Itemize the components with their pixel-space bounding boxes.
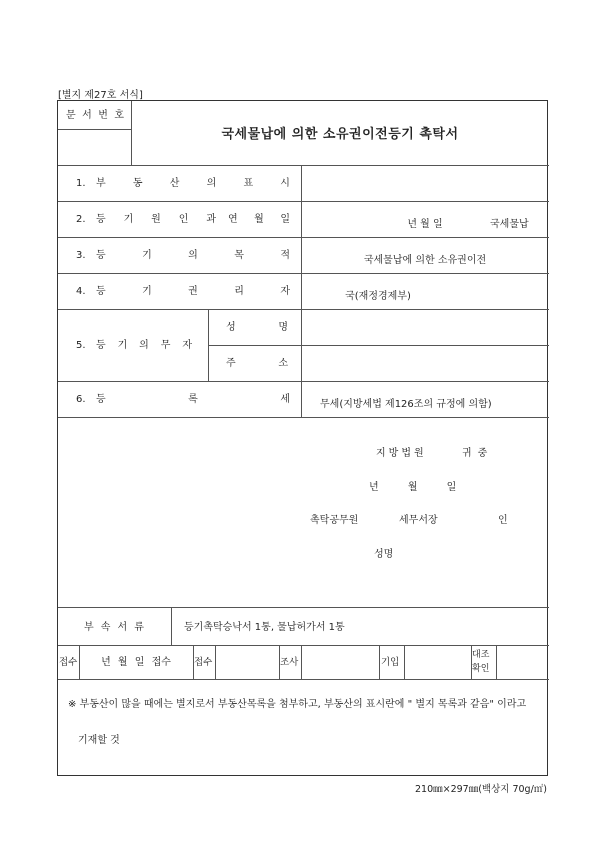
row-line bbox=[58, 165, 549, 166]
court-suffix: 귀중 bbox=[462, 448, 494, 459]
obligor-sub-divider bbox=[208, 309, 209, 381]
date-label: 연 월 일 bbox=[228, 214, 290, 225]
row-line bbox=[208, 345, 549, 346]
row-line bbox=[58, 201, 549, 202]
court-name: 지방법원 bbox=[376, 448, 427, 459]
row-line bbox=[58, 679, 549, 680]
request-date[interactable]: 년 월 일 bbox=[369, 482, 457, 493]
row-line bbox=[58, 381, 549, 382]
receipt-number-label: 접수 bbox=[194, 657, 213, 668]
confirm-label: 확인 bbox=[472, 664, 490, 674]
seal-mark: 인 bbox=[498, 515, 508, 526]
right-holder-value[interactable]: 국(재정경제부) bbox=[345, 291, 411, 302]
receipt-divider bbox=[379, 645, 380, 679]
obligor-address-label: 주 소 bbox=[226, 358, 288, 369]
cause-value[interactable]: 국세물납 bbox=[490, 219, 529, 230]
attachments-value[interactable]: 등기촉탁승낙서 1통, 물납허가서 1통 bbox=[184, 622, 345, 633]
receipt-divider bbox=[215, 645, 216, 679]
attachments-label: 부 속 서 류 bbox=[84, 622, 144, 633]
attach-divider bbox=[171, 607, 172, 645]
registration-tax-label: 등 록 세 bbox=[96, 394, 290, 405]
receipt-date-label: 년 월 일 접수 bbox=[101, 657, 171, 668]
obligor-name-label: 성 명 bbox=[226, 322, 288, 333]
form-number: [별지 제27호 서식] bbox=[58, 90, 143, 101]
receipt-divider bbox=[79, 645, 80, 679]
registration-tax-value[interactable]: 무세(지방세법 제126조의 규정에 의함) bbox=[320, 399, 492, 410]
row-line bbox=[58, 607, 549, 608]
row-number: 4. bbox=[76, 286, 86, 297]
instruction-note-continued: 기재할 것 bbox=[78, 735, 120, 746]
compare-label: 대조 bbox=[472, 650, 490, 660]
row-number: 5. bbox=[76, 340, 86, 351]
right-holder-label: 등 기 권 리 자 bbox=[96, 286, 290, 297]
purpose-value[interactable]: 국세물납에 의한 소유권이전 bbox=[363, 255, 487, 266]
obligor-name-field[interactable] bbox=[303, 317, 547, 339]
office-label: 세무서장 bbox=[399, 515, 438, 526]
obligor-address-field[interactable] bbox=[303, 353, 547, 375]
row-line bbox=[58, 645, 549, 646]
doc-number-label: 문 서 번 호 bbox=[66, 110, 124, 121]
receipt-divider bbox=[496, 645, 497, 679]
name-label: 성명 bbox=[374, 549, 394, 560]
row-number: 1. bbox=[76, 178, 86, 189]
receipt-label: 접수 bbox=[59, 657, 78, 668]
row-line bbox=[58, 417, 549, 418]
property-label: 부 동 산 의 표 시 bbox=[96, 178, 290, 189]
label-value-divider bbox=[301, 165, 302, 417]
review-label: 조사 bbox=[280, 657, 299, 668]
row-line bbox=[58, 273, 549, 274]
doc-number-divider bbox=[58, 129, 131, 130]
purpose-label: 등 기 의 목 적 bbox=[96, 250, 290, 261]
row-line bbox=[58, 237, 549, 238]
row-number: 6. bbox=[76, 394, 86, 405]
request-form bbox=[57, 100, 548, 776]
row-number: 2. bbox=[76, 214, 86, 225]
official-label: 촉탁공무원 bbox=[310, 515, 359, 526]
obligor-label: 등 기 의 무 자 bbox=[96, 340, 192, 351]
row-line bbox=[58, 309, 549, 310]
cause-date-value[interactable]: 년 월 일 bbox=[407, 219, 443, 230]
cause-label: 등 기 원 인 과 bbox=[96, 214, 216, 225]
page-title: 국세물납에 의한 소유권이전등기 촉탁서 bbox=[221, 127, 459, 142]
entry-label: 기입 bbox=[381, 657, 400, 668]
receipt-divider bbox=[404, 645, 405, 679]
receipt-divider bbox=[301, 645, 302, 679]
doc-number-field[interactable] bbox=[62, 137, 127, 157]
row-number: 3. bbox=[76, 250, 86, 261]
paper-spec: 210㎜×297㎜(백상지 70g/㎡) bbox=[414, 784, 547, 795]
instruction-note: ※ 부동산이 많을 때에는 별지로서 부동산목록을 첨부하고, 부동산의 표시란에 " 별지 목록과 같음" 이라고 bbox=[68, 699, 527, 710]
